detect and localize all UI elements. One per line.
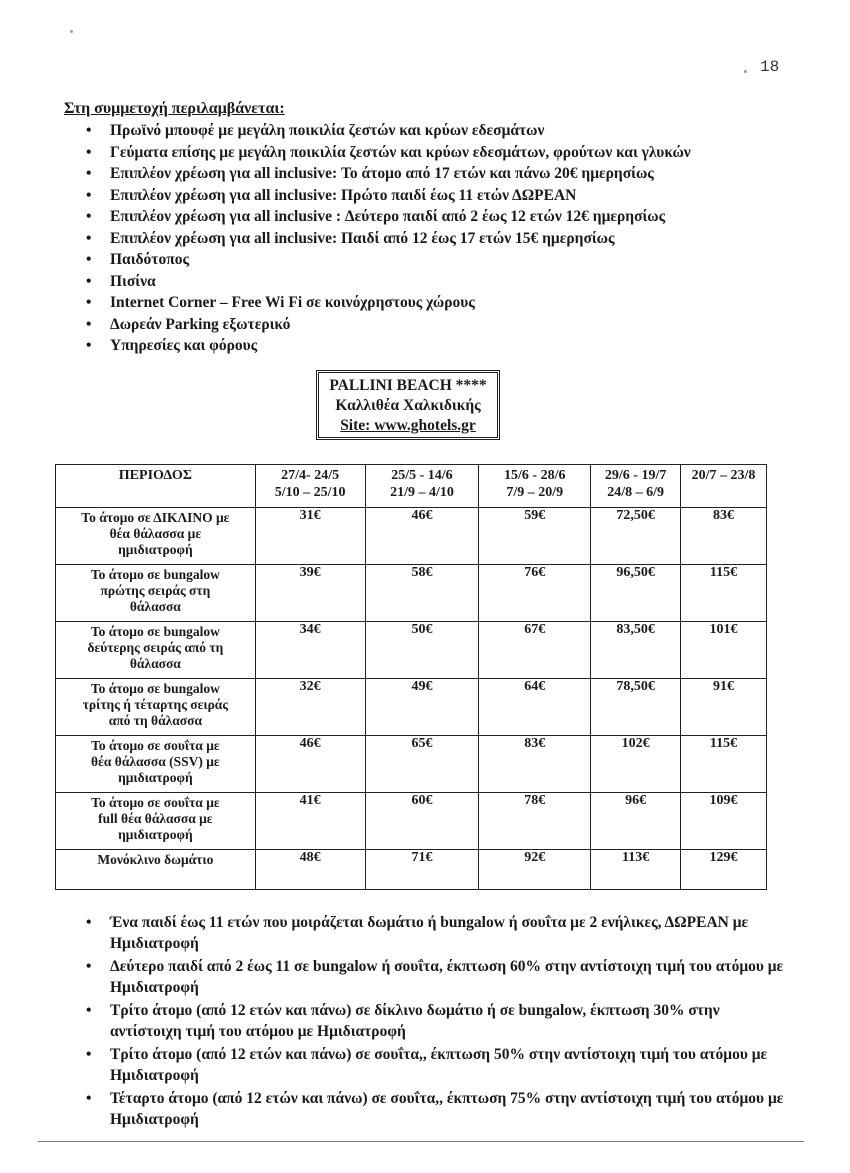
price-cell: 83€ <box>681 508 767 565</box>
room-type-cell: Το άτομο σε ΔΙΚΛΙΝΟ με θέα θάλασσα με ημιδιατροφή <box>56 508 256 565</box>
list-item: • Επιπλέον χρέωση για all inclusive: Το άτομο από 17 ετών και πάνω 20€ ημερησίως <box>80 163 800 185</box>
table-row <box>56 736 767 793</box>
scan-speck <box>744 70 747 73</box>
page-number: 18 <box>760 58 780 76</box>
note-item: • Ένα παιδί έως 11 ετών που μοιράζεται δωμάτιο ή bungalow ή σουΐτα με 2 ενήλικες, ΔΩΡΕΑΝ με Ημιδιατροφή <box>80 913 790 954</box>
price-cell: 48€ <box>255 850 365 890</box>
price-cell: 129€ <box>681 850 767 890</box>
note-item: • Δεύτερο παιδί από 2 έως 11 σε bungalow ή σουΐτα, έκπτωση 60% στην αντίστοιχη τιμή του ατόμου με Ημιδιατροφή <box>80 957 790 998</box>
table-header-row <box>56 465 767 508</box>
price-cell: 64€ <box>479 679 591 736</box>
price-cell: 59€ <box>479 508 591 565</box>
period-column-header: 15/6 - 28/6 7/9 – 20/9 <box>479 465 591 508</box>
list-item: • Παιδότοπος <box>80 249 800 271</box>
price-cell: 115€ <box>681 736 767 793</box>
period-header: ΠΕΡΙΟΔΟΣ <box>56 465 256 508</box>
price-cell: 91€ <box>681 679 767 736</box>
price-table <box>55 464 767 890</box>
price-cell: 65€ <box>365 736 479 793</box>
price-cell: 115€ <box>681 565 767 622</box>
price-cell: 34€ <box>255 622 365 679</box>
hotel-website-link[interactable]: Site: www.ghotels.gr <box>340 417 476 434</box>
inclusions-list <box>80 120 800 357</box>
table-row <box>56 679 767 736</box>
table-row <box>56 508 767 565</box>
price-cell: 92€ <box>479 850 591 890</box>
period-column-header: 29/6 - 19/7 24/8 – 6/9 <box>591 465 681 508</box>
price-cell: 49€ <box>365 679 479 736</box>
price-cell: 50€ <box>365 622 479 679</box>
list-item: • Επιπλέον χρέωση για all inclusive : Δεύτερο παιδί από 2 έως 12 ετών 12€ ημερησίως <box>80 206 800 228</box>
price-cell: 39€ <box>255 565 365 622</box>
price-cell: 78€ <box>479 793 591 850</box>
table-row <box>56 850 767 890</box>
price-cell: 83€ <box>479 736 591 793</box>
list-item: • Επιπλέον χρέωση για all inclusive: Παιδί από 12 έως 17 ετών 15€ ημερησίως <box>80 228 800 250</box>
price-cell: 41€ <box>255 793 365 850</box>
note-item: • Τρίτο άτομο (από 12 ετών και πάνω) σε σουΐτα,, έκπτωση 50% στην αντίστοιχη τιμή του ατόμου με Ημιδιατροφή <box>80 1045 790 1086</box>
price-cell: 96,50€ <box>591 565 681 622</box>
price-cell: 71€ <box>365 850 479 890</box>
price-cell: 102€ <box>591 736 681 793</box>
price-cell: 72,50€ <box>591 508 681 565</box>
price-cell: 113€ <box>591 850 681 890</box>
price-cell: 46€ <box>255 736 365 793</box>
inclusions-heading: Στη συμμετοχή περιλαμβάνεται: <box>64 100 285 117</box>
scan-speck <box>70 30 73 33</box>
table-row <box>56 565 767 622</box>
list-item: • Υπηρεσίες και φόρους <box>80 335 800 357</box>
price-cell: 67€ <box>479 622 591 679</box>
table-row <box>56 793 767 850</box>
price-cell: 32€ <box>255 679 365 736</box>
price-cell: 78,50€ <box>591 679 681 736</box>
price-cell: 101€ <box>681 622 767 679</box>
price-cell: 109€ <box>681 793 767 850</box>
room-type-cell: Το άτομο σε bungalow πρώτης σειράς στη θάλασσα <box>56 565 256 622</box>
list-item: • Internet Corner – Free Wi Fi σε κοινόχρηστους χώρους <box>80 292 800 314</box>
list-item: • Πρωϊνό μπουφέ με μεγάλη ποικιλία ζεστών και κρύων εδεσμάτων <box>80 120 800 142</box>
room-type-cell: Το άτομο σε bungalow δεύτερης σειράς από τη θάλασσα <box>56 622 256 679</box>
list-item: • Πισίνα <box>80 271 800 293</box>
hotel-name: PALLINI BEACH **** <box>329 377 487 394</box>
price-cell: 96€ <box>591 793 681 850</box>
list-item: • Δωρεάν Parking εξωτερικό <box>80 314 800 336</box>
period-column-header: 25/5 - 14/6 21/9 – 4/10 <box>365 465 479 508</box>
price-cell: 58€ <box>365 565 479 622</box>
period-column-header: 27/4- 24/5 5/10 – 25/10 <box>255 465 365 508</box>
room-type-cell: Το άτομο σε σουΐτα με θέα θάλασσα (SSV) με ημιδιατροφή <box>56 736 256 793</box>
hotel-location: Καλλιθέα Χαλκιδικής <box>335 397 481 414</box>
price-cell: 46€ <box>365 508 479 565</box>
room-type-cell: Μονόκλινο δωμάτιο <box>56 850 256 890</box>
room-type-cell: Το άτομο σε σουΐτα με full θέα θάλασσα με ημιδιατροφή <box>56 793 256 850</box>
price-cell: 76€ <box>479 565 591 622</box>
price-cell: 60€ <box>365 793 479 850</box>
notes-list <box>80 913 790 1133</box>
bottom-divider <box>38 1141 804 1142</box>
period-column-header: 20/7 – 23/8 <box>681 465 767 508</box>
list-item: • Γεύματα επίσης με μεγάλη ποικιλία ζεστών και κρύων εδεσμάτων, φρούτων και γλυκών <box>80 142 800 164</box>
note-item: • Τέταρτο άτομο (από 12 ετών και πάνω) σε σουΐτα,, έκπτωση 75% στην αντίστοιχη τιμή του ατόμου με Ημιδιατροφή <box>80 1089 790 1130</box>
room-type-cell: Το άτομο σε bungalow τρίτης ή τέταρτης σειράς από τη θάλασσα <box>56 679 256 736</box>
price-cell: 83,50€ <box>591 622 681 679</box>
hotel-info-box <box>316 370 500 440</box>
price-cell: 31€ <box>255 508 365 565</box>
table-row <box>56 622 767 679</box>
note-item: • Τρίτο άτομο (από 12 ετών και πάνω) σε δίκλινο δωμάτιο ή σε bungalow, έκπτωση 30% στην αντίστοιχη τιμή του ατόμου με Ημιδιατροφή <box>80 1001 790 1042</box>
list-item: • Επιπλέον χρέωση για all inclusive: Πρώτο παιδί έως 11 ετών ΔΩΡΕΑΝ <box>80 185 800 207</box>
